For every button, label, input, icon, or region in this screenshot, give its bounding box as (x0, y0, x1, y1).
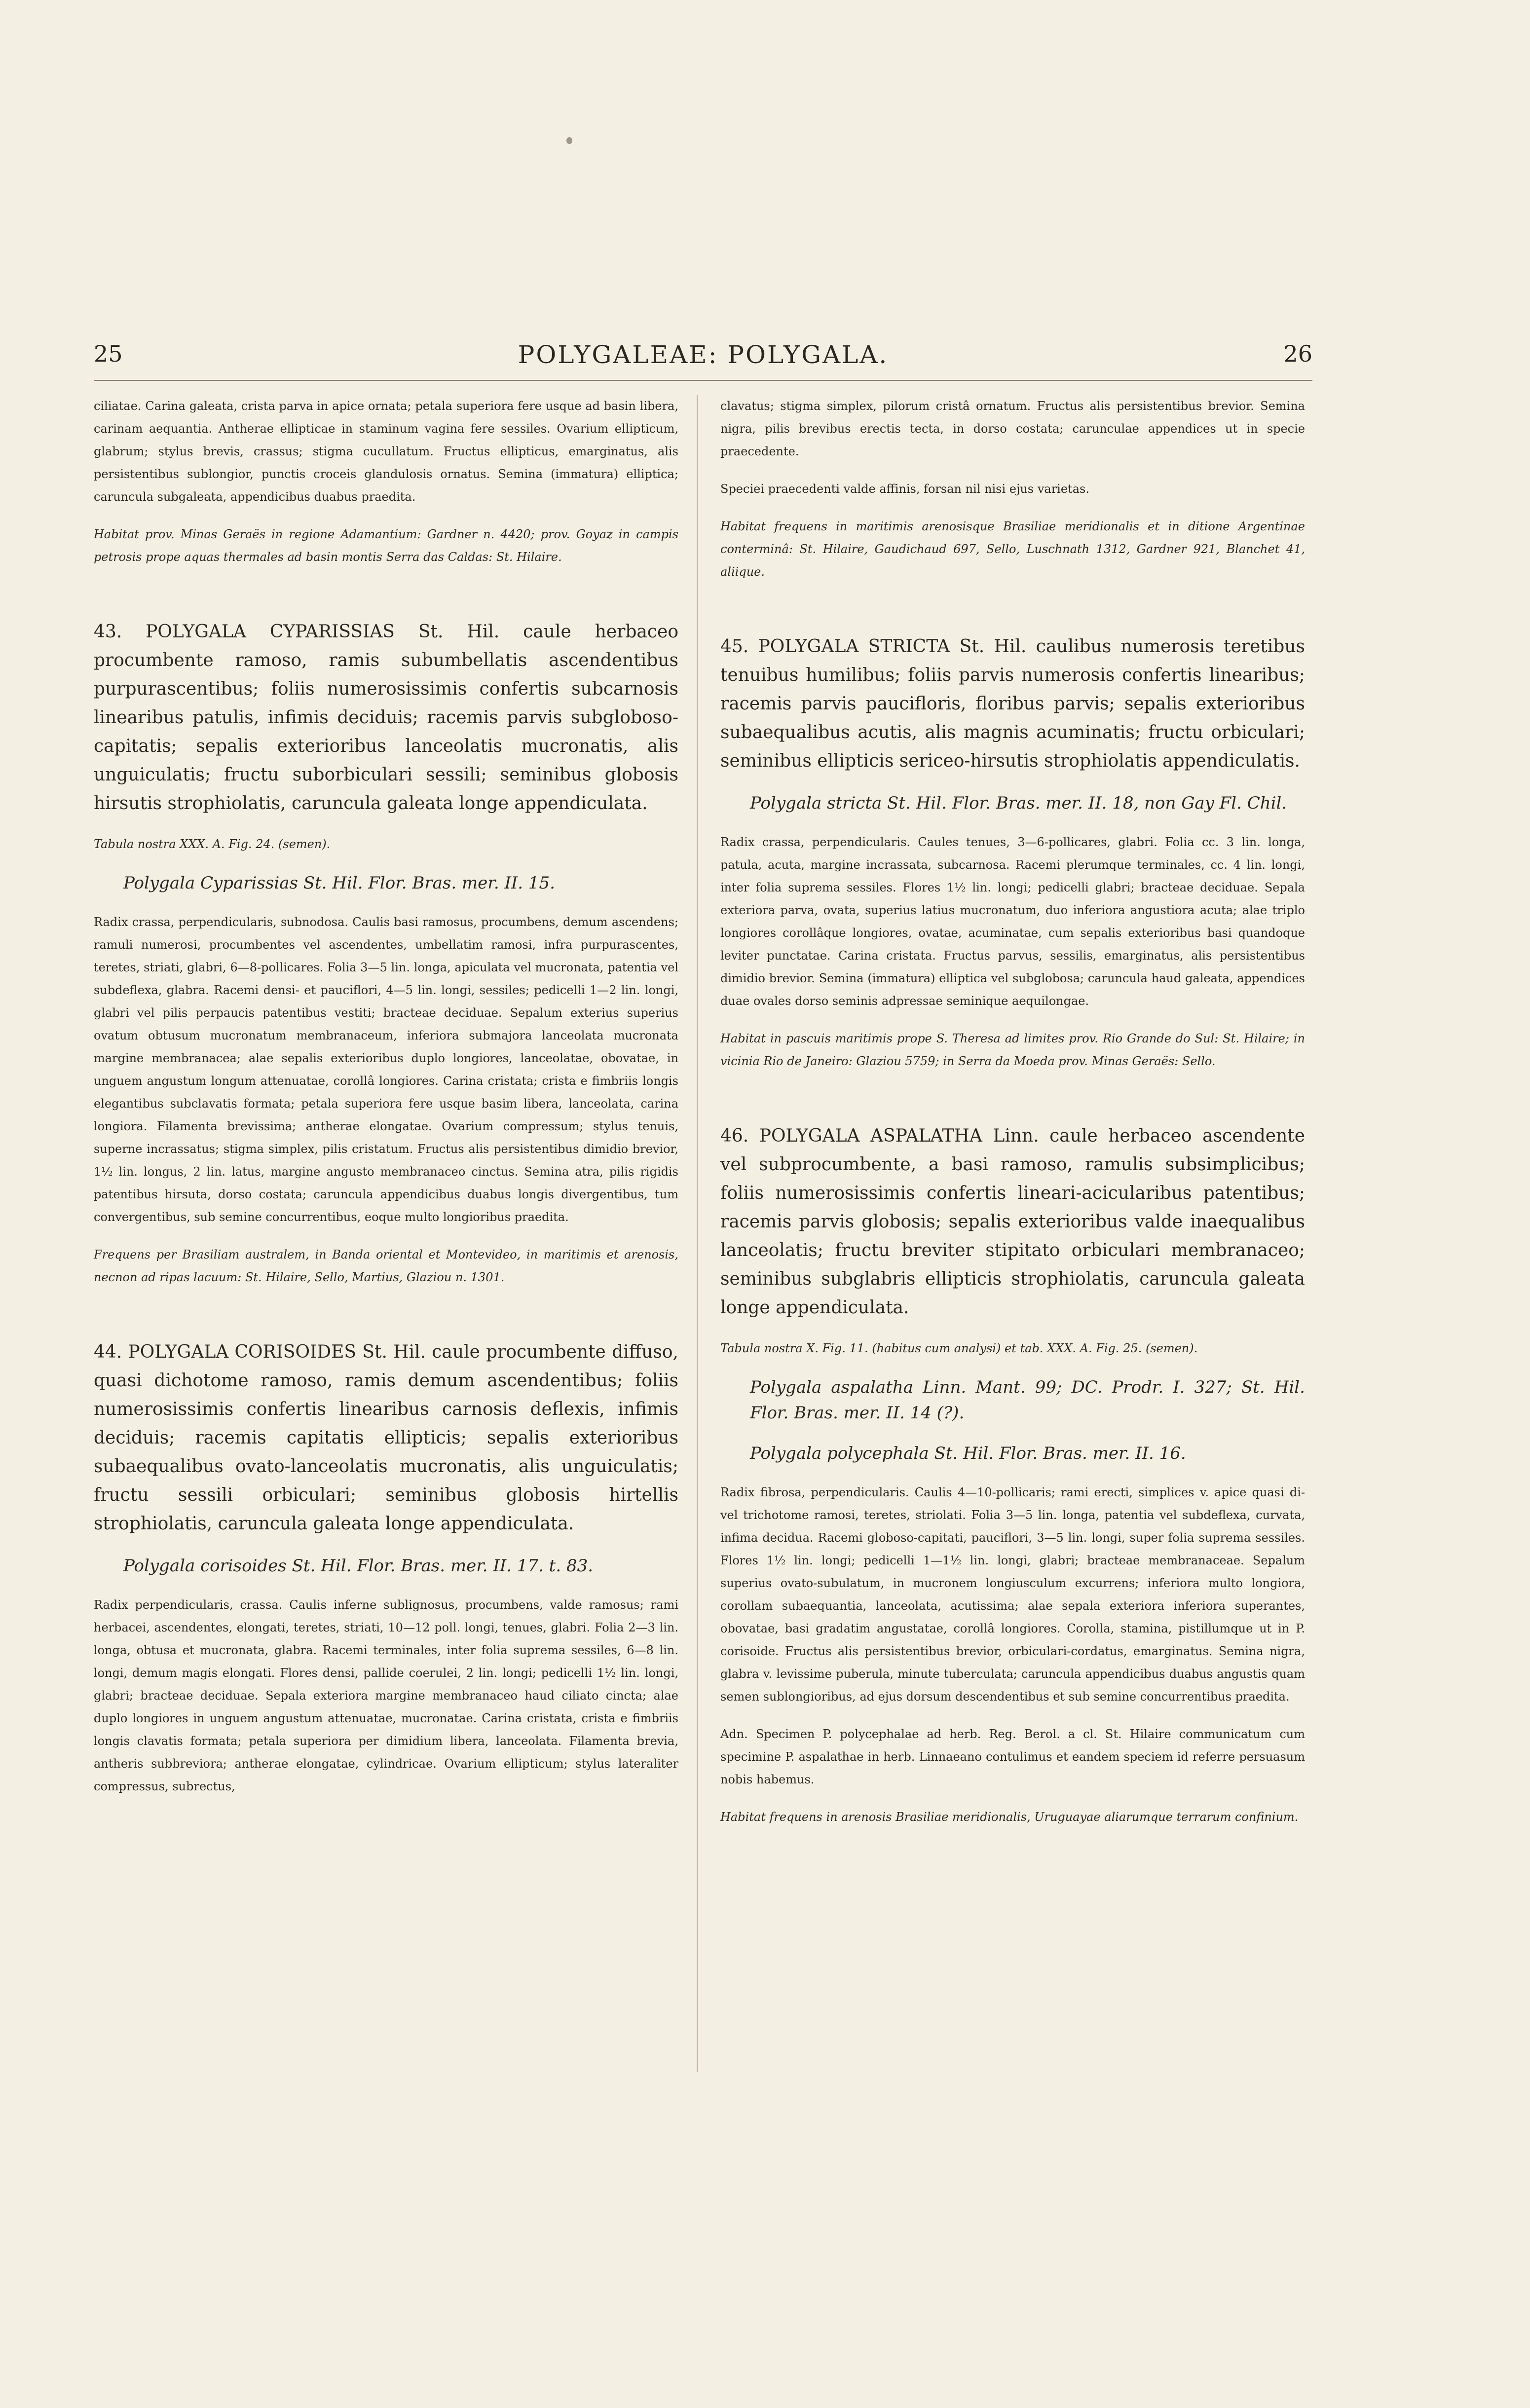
species-44-note: Speciei praecedenti valde affinis, forsan nil nisi ejus varietas. (720, 482, 1089, 496)
intro-habitat: Habitat prov. Minas Geraës in regione Adamantium: Gardner n. 4420; prov. Goyaz in campis petrosis prope aquas thermales ad basin montis Serra das Caldas: St. Hilaire. (94, 527, 678, 564)
species-45-description: Radix crassa, perpendicularis. Caules tenues, 3—6-pollicares, glabri. Folia cc. 3 lin. longa, patula, acuta, margine incrassata, subcarnosa. Racemi plerumque terminales, cc. 4 lin. longi, inter folia suprema sessiles. Flores 1½ lin. longi; pedicelli glabri; bracteae deciduae. Sepala exteriora parva, ovata, superius latius mucronatum, duo inferiora angustiora acuta; alae triplo longiores corollâque longiores, ovatae, acuminatae, cum sepalis exterioribus basi quandoque leviter punctatae. Carina cristata. Fructus parvus, sessilis, emarginatus, alis persistentibus dimidio brevior. Semina (immatura) elliptica vel subglobosa; caruncula haud galeata, appendices duae ovales dorso seminis adpressae seminique aequilongae. (720, 835, 1305, 1008)
header-rule (94, 380, 1312, 381)
page-number-left: 25 (94, 340, 123, 367)
species-45-habitat: Habitat in pascuis maritimis prope S. Theresa ad limites prov. Rio Grande do Sul: St. Hilaire; in vicinia Rio de Janeiro: Glaziou 5759; in Serra da Moeda prov. Minas Geraës: Sello. (720, 1032, 1305, 1068)
species-44-synonym: Polygala corisoides St. Hil. Flor. Bras. mer. II. 17. t. 83. (123, 1556, 594, 1576)
species-46-habitat: Habitat frequens in arenosis Brasiliae meridionalis, Uruguayae aliarumque terrarum confinium. (720, 1810, 1299, 1824)
species-46-description: Radix fibrosa, perpendicularis. Caulis 4—10-pollicaris; rami erecti, simplices v. apice quasi di- vel trichotome ramosi, teretes, striolati. Folia 3—5 lin. longa, patentia vel subdeflexa, curvata, infima decidua. Racemi globoso-capitati, pauciflori, 3—5 lin. longi, super folia suprema sessiles. Flores 1½ lin. longi; pedicelli 1—1½ lin. longi, glabri; bracteae membranaceae. Sepalum superius ovato-subulatum, in mucronem longiusculum excurrens; inferiora multo longiora, corollam subaequantia, lanceolata, acutissima; alae sepala exteriora inferiora superantes, obovatae, basi gradatim angustatae, corollâ longiores. Corolla, stamina, pistillumque ut in P. corisoide. Fructus alis persistentibus brevior, orbiculari-cordatus, emarginatus. Semina nigra, glabra v. levissime puberula, minute tuberculata; caruncula appendicibus duabus angustis quam semen sublongioribus, ad ejus dorsum descendentibus et sub semine concurrentibus praedita. (720, 1485, 1305, 1704)
species-46-diagnosis: 46. POLYGALA ASPALATHA Linn. caule herbaceo ascendente vel subprocumbente, a basi ramoso, ramulis subsimplicibus; foliis numerosissimis confertis lineari-acicularibus patentibus; racemis parvis globosis; sepalis exterioribus valde inaequalibus lanceolatis; fructu breviter stipitato orbiculari membranaceo; seminibus subglabris ellipticis strophiolatis, caruncula galeata longe appendiculata. (720, 1126, 1305, 1318)
species-45-synonym: Polygala stricta St. Hil. Flor. Bras. mer. II. 18, non Gay Fl. Chil. (750, 793, 1287, 813)
species-46-synonym-2: Polygala polycephala St. Hil. Flor. Bras. mer. II. 16. (750, 1444, 1186, 1463)
intro-continuation: ciliatae. Carina galeata, crista parva in apice ornata; petala superiora fere usque ad basin libera, carinam aequantia. Antherae ellipticae in staminum vagina fere sessiles. Ovarium ellipticum, glabrum; stylus brevis, crassus; stigma cucullatum. Fructus ellipticus, emarginatus, alis persistentibus sublongior, punctis croceis glandulosis ornatus. Semina (immatura) elliptica; caruncula subgaleata, appendicibus duabus praedita. (94, 399, 678, 504)
spacer (720, 1087, 1305, 1122)
left-column (94, 395, 678, 1813)
species-46-annotation: Adn. Specimen P. polycephalae ad herb. Reg. Berol. a cl. St. Hilaire communicatum cum specimine P. aspalathae in herb. Linnaeano contulimus et eandem speciem id referre persuasum nobis habemus. (720, 1727, 1305, 1786)
page-title: POLYGALEAE: POLYGALA. (518, 340, 889, 369)
species-46-synonym-1: Polygala aspalatha Linn. Mant. 99; DC. Prodr. I. 327; St. Hil. Flor. Bras. mer. II. 14 (?). (750, 1377, 1305, 1423)
species-44-diagnosis: 44. POLYGALA CORISOIDES St. Hil. caule procumbente diffuso, quasi dichotome ramoso, ramis demum ascendentibus; foliis numerosissimis confertis linearibus carnosis deflexis, infimis deciduis; racemis capitatis ellipticis; sepalis exterioribus subaequalibus ovato-lanceolatis mucronatis, alis unguiculatis; fructu sessili orbiculari; seminibus globosis hirtellis strophiolatis, caruncula galeata longe appendiculata. (94, 1342, 678, 1534)
page-number-right: 26 (1283, 340, 1312, 367)
species-44-description: Radix perpendicularis, crassa. Caulis inferne sublignosus, procumbens, valde ramosus; rami herbacei, ascendentes, elongati, teretes, striati, 10—12 poll. longi, tenues, glabri. Folia 2—3 lin. longa, obtusa et mucronata, glabra. Racemi terminales, inter folia suprema sessiles, 6—8 lin. longi, demum magis elongati. Flores densi, pallide coerulei, 2 lin. longi; pedicelli 1½ lin. longi, glabri; bracteae deciduae. Sepala exteriora margine membranaceo haud ciliato cincta; alae duplo longiores in unguem angustum attenuatae, mucronatae. Carina cristata, crista e fimbriis longis clavatis formata; petala superiora per dimidium libera, lanceolata. Filamenta brevia, antheris subbreviora; antherae elongatae, cylindricae. Ovarium ellipticum; stylus lateraliter compressus, subrectus, (94, 1598, 678, 1793)
ink-speck (566, 137, 572, 144)
column-divider (697, 395, 698, 2072)
species-43-description: Radix crassa, perpendicularis, subnodosa. Caulis basi ramosus, procumbens, demum ascendens; ramuli numerosi, procumbentes vel ascendentes, umbellatim ramosi, infra purpurascentes, teretes, striati, glabri, 6—8-pollicares. Folia 3—5 lin. longa, apiculata vel mucronata, patentia vel subdeflexa, glabra. Racemi densi- et pauciflori, 4—5 lin. longi, sessiles; pedicelli 1—2 lin. longi, glabri vel pilis perpaucis patentibus vestiti; bracteae deciduae. Sepalum exterius superius ovatum obtusum mucronatum membranaceum, inferiora submajora lanceolata mucronata margine membranacea; alae sepalis exterioribus duplo longiores, lanceolatae, obovatae, in unguem angustum longum attenuatae, corollâ longiores. Carina cristata; crista e fimbriis longis elegantibus subclavatis formata; petala superiora fere usque basim libera, lanceolata, carina longiora. Filamenta brevissima; antherae elongatae. Ovarium compressum; stylus tenuis, superne incrassatus; stigma simplex, pilis cristatum. Fructus alis persistentibus dimidio brevior, 1½ lin. longus, 2 lin. latus, margine angusto membranaceo cinctus. Semina atra, pilis rigidis patentibus hirsuta, dorso costata; caruncula appendicibus duabus longis divergentibus, tum convergentibus, sub semine concurrentibus, eoque multo longioribus praedita. (94, 915, 678, 1224)
species-44-habitat: Habitat frequens in maritimis arenosisque Brasiliae meridionalis et in ditione Argentinae conterminâ: St. Hilaire, Gaudichaud 697, Sello, Luschnath 1312, Gardner 921, Blanchet 41, aliique. (720, 519, 1305, 579)
species-46-tabula: Tabula nostra X. Fig. 11. (habitus cum analysi) et tab. XXX. A. Fig. 25. (semen). (720, 1341, 1198, 1355)
spacer (94, 1303, 678, 1338)
species-43-tabula: Tabula nostra XXX. A. Fig. 24. (semen). (94, 837, 331, 851)
species-43-diagnosis: 43. POLYGALA CYPARISSIAS St. Hil. caule herbaceo procumbente ramoso, ramis subumbellatis ascendentibus purpurascentibus; foliis numerosissimis confertis subcarnosis linearibus patulis, infimis deciduis; racemis parvis subgloboso-capitatis; sepalis exterioribus lanceolatis mucronatis, alis unguiculatis; fructu suborbiculari sessili; seminibus globosis hirsutis strophiolatis, caruncula galeata longe appendiculata. (94, 622, 678, 814)
species-44-continuation: clavatus; stigma simplex, pilorum cristâ ornatum. Fructus alis persistentibus brevior. Semina nigra, pilis brevibus erectis tecta, in dorso costata; carunculae appendices ut in specie praecedente. (720, 399, 1305, 458)
spacer (720, 598, 1305, 632)
spacer (94, 583, 678, 618)
right-column (720, 395, 1305, 1843)
species-43-synonym: Polygala Cyparissias St. Hil. Flor. Bras. mer. II. 15. (123, 873, 555, 893)
running-head (94, 340, 1312, 380)
species-43-habitat: Frequens per Brasiliam australem, in Banda oriental et Montevideo, in maritimis et arenosis, necnon ad ripas lacuum: St. Hilaire, Sello, Martius, Glaziou n. 1301. (94, 1248, 678, 1284)
species-45-diagnosis: 45. POLYGALA STRICTA St. Hil. caulibus numerosis teretibus tenuibus humilibus; foliis parvis numerosis confertis linearibus; racemis parvis paucifloris, floribus parvis; sepalis exterioribus subaequalibus acutis, alis magnis acuminatis; fructu orbiculari; seminibus ellipticis sericeo-hirsutis strophiolatis appendiculatis. (720, 636, 1305, 771)
